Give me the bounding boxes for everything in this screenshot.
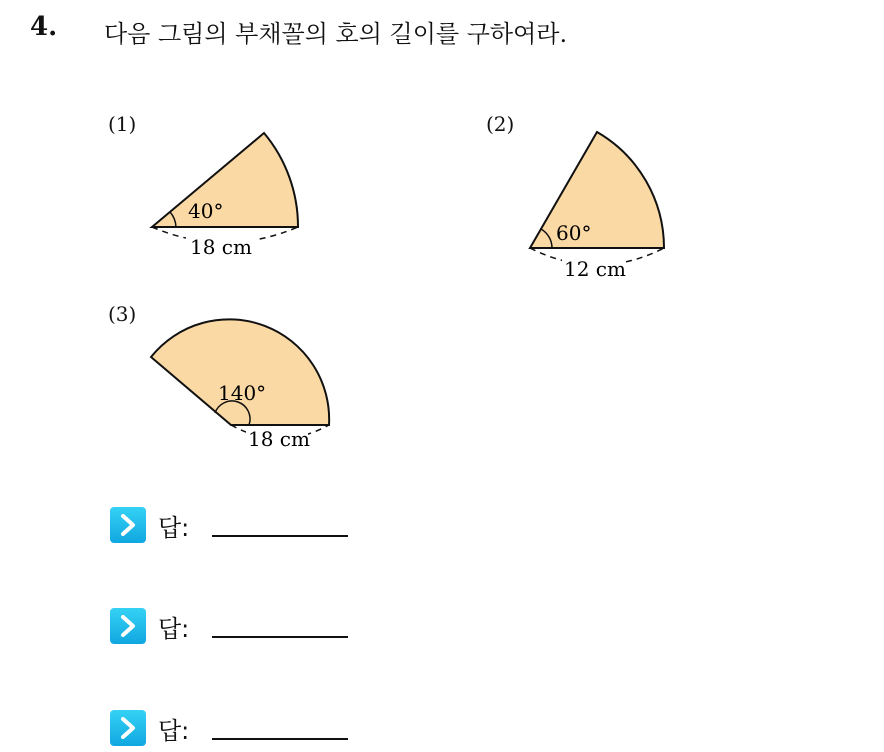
- sector-2-shape: [530, 132, 664, 248]
- figure-1-label: (1): [108, 112, 137, 136]
- answer-row-2: [110, 606, 189, 646]
- answer-row-3: [110, 708, 189, 748]
- answer-label-1: 답:: [158, 513, 190, 542]
- answer-blank-3[interactable]: [212, 738, 348, 740]
- radius-label-3: 18 cm: [248, 427, 310, 451]
- chevron-right-icon: [110, 608, 146, 644]
- question-text: 다음 그림의 부채꼴의 호의 길이를 구하여라.: [104, 20, 568, 48]
- angle-label-3: 140°: [218, 381, 267, 405]
- sector-figure-3: [151, 319, 329, 452]
- answer-label-3: 답:: [158, 716, 190, 745]
- sector-figure-2: [530, 132, 664, 281]
- figure-3-label: (3): [108, 302, 137, 326]
- angle-label-2: 60°: [556, 221, 592, 245]
- chevron-right-icon: [110, 710, 146, 746]
- answer-blank-1[interactable]: [212, 535, 348, 537]
- sector-1-shape: [152, 133, 298, 227]
- radius-label-1: 18 cm: [190, 235, 252, 259]
- question-number: 4.: [30, 12, 58, 42]
- answer-label-2: 답:: [158, 614, 190, 643]
- angle-label-1: 40°: [188, 199, 224, 223]
- sector-figure-1: [152, 133, 298, 259]
- sector-3-shape: [151, 319, 329, 425]
- figure-2-label: (2): [486, 112, 515, 136]
- answer-blank-2[interactable]: [212, 636, 348, 638]
- radius-label-2: 12 cm: [564, 257, 626, 281]
- chevron-right-icon: [110, 507, 146, 543]
- answer-row-1: [110, 505, 189, 545]
